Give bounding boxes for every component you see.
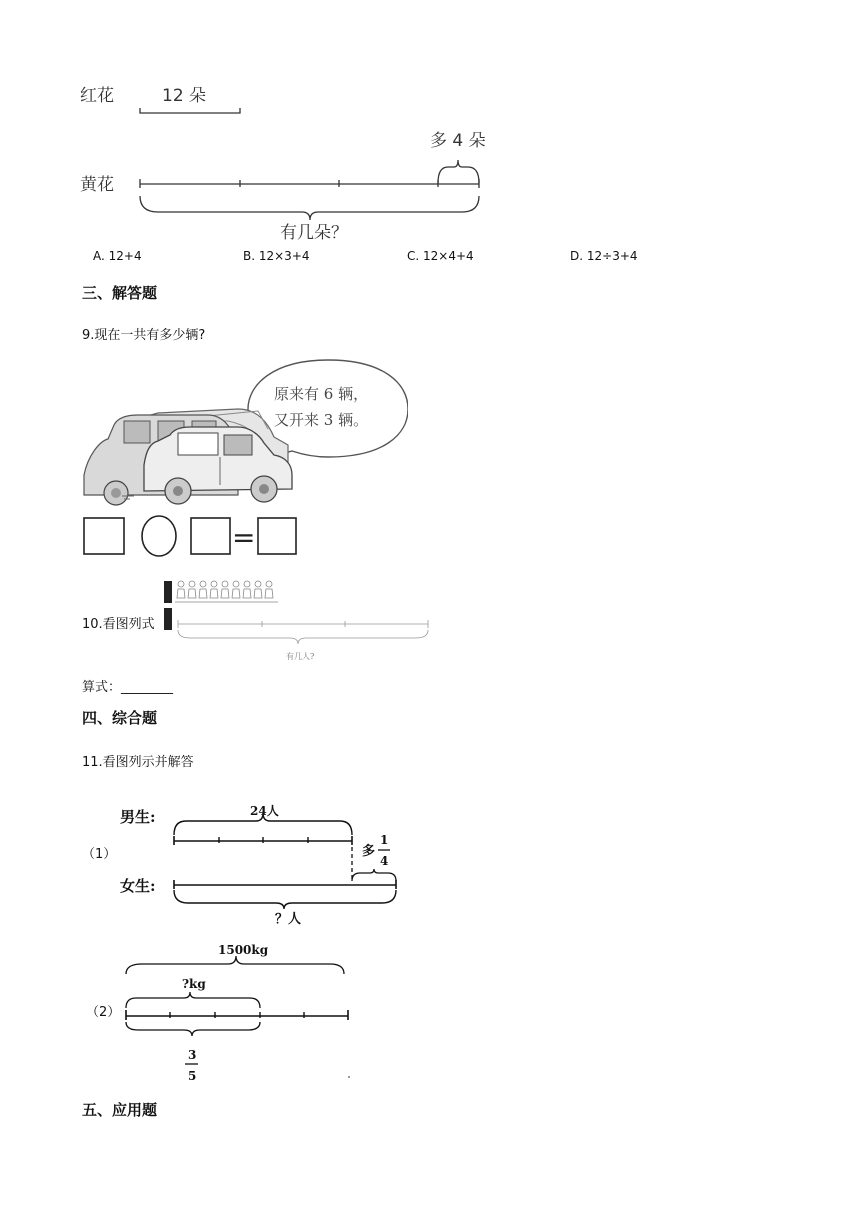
girls-brace	[174, 890, 396, 909]
yellow-flower-label: 黄花	[80, 175, 114, 195]
red-flower-label: 红花	[80, 86, 114, 106]
q8-segment-diagram	[70, 70, 510, 250]
answer-blank[interactable]: ________	[121, 680, 174, 695]
brace-question: 有几人?	[286, 652, 315, 661]
total-brace	[178, 630, 428, 644]
total-brace	[140, 196, 479, 220]
answer-box-1	[84, 518, 124, 554]
q11-part2-diagram	[80, 938, 370, 1088]
option-d[interactable]: D. 12÷3+4	[570, 249, 638, 263]
girls-question: ？人	[275, 912, 302, 927]
boys-brace	[174, 813, 352, 835]
q10-people-diagram	[160, 578, 435, 663]
option-c[interactable]: C. 12×4+4	[407, 249, 474, 263]
more-brace	[352, 869, 396, 881]
q10-text: 10.看图列式	[82, 617, 155, 632]
girls-label: 女生:	[120, 877, 156, 895]
person-icon	[164, 581, 172, 603]
total-question: 有几朵？	[280, 223, 348, 243]
answer-box-3	[258, 518, 296, 554]
fraction-denominator: 4	[380, 854, 389, 868]
operator-circle	[142, 516, 176, 556]
red-flower-value: 12 朵	[162, 86, 207, 106]
red-flower-segment	[140, 108, 240, 113]
part-brace	[126, 992, 260, 1008]
people-row	[177, 581, 273, 598]
q11-text: 11.看图列示并解答	[82, 755, 194, 770]
section-3-heading: 三、解答题	[82, 284, 158, 302]
boys-value: 24人	[250, 804, 279, 818]
more-label: 多	[362, 844, 376, 859]
fraction-numerator: 3	[188, 1048, 197, 1062]
option-a[interactable]: A. 12+4	[93, 249, 142, 263]
bubble-line-1: 原来有 6 辆，	[274, 385, 369, 403]
part-weight: ?kg	[182, 977, 206, 991]
fraction-brace	[126, 1022, 260, 1036]
total-brace	[126, 956, 344, 974]
fraction-denominator: 5	[188, 1069, 197, 1083]
bubble-line-2: 又开来 3 辆。	[274, 411, 369, 429]
part2-number: （2）	[86, 1005, 121, 1020]
q11-part1-diagram	[80, 795, 410, 930]
person-icon	[164, 608, 172, 630]
more-label: 多 4 朵	[430, 131, 486, 151]
section-4-heading: 四、综合题	[82, 709, 158, 727]
boys-label: 男生:	[120, 808, 156, 826]
option-b[interactable]: B. 12×3+4	[243, 249, 310, 263]
q9-cars-illustration	[78, 355, 408, 565]
total-weight: 1500kg	[218, 943, 269, 957]
answer-box-2	[191, 518, 230, 554]
q10-answer-label	[82, 676, 173, 695]
more-brace	[438, 160, 479, 183]
part1-number: （1）	[82, 847, 117, 862]
section-5-heading: 五、应用题	[82, 1101, 158, 1119]
answer-prefix: 算式：	[82, 680, 122, 695]
equals-sign: =	[232, 521, 256, 554]
q9-text: 9.现在一共有多少辆?	[82, 328, 206, 343]
fraction-numerator: 1	[380, 833, 389, 847]
